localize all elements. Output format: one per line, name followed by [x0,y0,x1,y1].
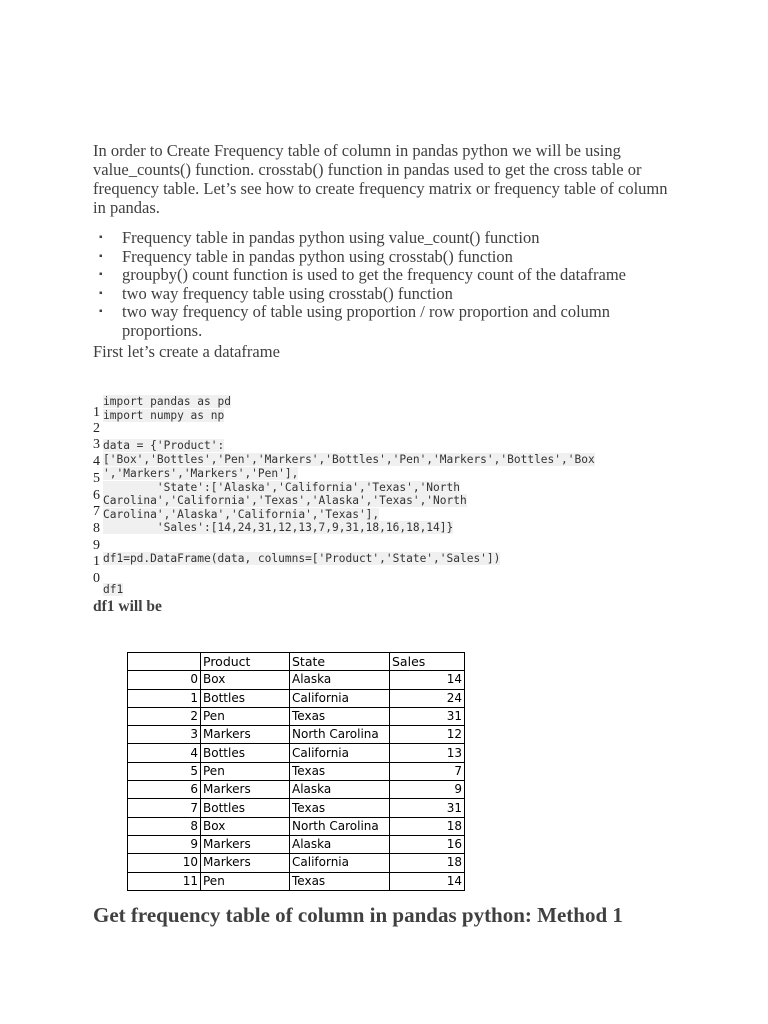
table-row [128,872,465,890]
state-cell: Alaska [290,781,390,799]
column-header [128,653,201,671]
code-line: data = {'Product': [103,439,225,452]
column-header: Sales [390,653,465,671]
list-item [93,266,642,285]
product-cell: Bottles [201,799,290,817]
product-cell: Markers [201,781,290,799]
table-row [128,817,465,835]
lead-text: First let’s create a dataframe [93,341,280,361]
list-item-text: two way frequency of table using proportion / row proportion and column proportions. [122,302,611,340]
column-header: Product [201,653,290,671]
index-cell: 6 [128,781,201,799]
section-heading: Get frequency table of column in pandas python: Method 1 [93,903,623,927]
intro-paragraph: In order to Create Frequency table of column in pandas python we will be using value_counts() function. crosstab() function in pandas used to get the cross table or frequency table. Let’s see how to create frequency matrix or frequency table of column in pandas. [93,141,668,217]
sales-cell: 14 [390,872,465,890]
list-item-text: Frequency table in pandas python using crosstab() function [122,246,513,266]
product-cell: Markers [201,854,290,872]
bullet-icon: ▪ [99,250,103,262]
bullet-icon: ▪ [99,306,103,318]
product-cell: Markers [201,726,290,744]
state-cell: North Carolina [290,817,390,835]
code-line: df1 [103,583,124,596]
index-cell: 5 [128,762,201,780]
line-number: 3 [93,437,100,452]
sales-cell: 18 [390,854,465,872]
list-item-text: Frequency table in pandas python using value_count() function [122,228,540,247]
list-item [93,229,642,248]
line-number: 8 [93,521,100,536]
product-cell: Pen [201,707,290,725]
table-row [128,726,465,744]
index-cell: 3 [128,726,201,744]
table-row [128,689,465,707]
product-cell: Bottles [201,744,290,762]
index-cell: 4 [128,744,201,762]
line-number: 2 [93,421,100,436]
code-line: import pandas as pd [103,395,231,408]
dataframe-table [127,652,465,891]
code-line: df1=pd.DataFrame(data, columns=['Product','State','Sales']) [103,552,501,565]
list-item [93,303,642,340]
product-cell: Box [201,671,290,689]
table-row [128,854,465,872]
code-line: import numpy as np [103,409,225,422]
state-cell: California [290,744,390,762]
index-cell: 1 [128,689,201,707]
line-number: 4 [93,454,100,469]
list-item-text: two way frequency table using crosstab() function [122,283,453,303]
index-cell: 8 [128,817,201,835]
sales-cell: 13 [390,744,465,762]
line-number: 6 [93,488,100,503]
code-line: Carolina','Alaska','California','Texas'], [103,508,380,521]
sales-cell: 14 [390,671,465,689]
table-row [128,744,465,762]
product-cell: Bottles [201,689,290,707]
index-cell: 2 [128,707,201,725]
output-caption: df1 will be [93,598,162,615]
state-cell: California [290,854,390,872]
sales-cell: 7 [390,762,465,780]
table-header-row [128,653,465,671]
state-cell: North Carolina [290,726,390,744]
index-cell: 0 [128,671,201,689]
table-row [128,799,465,817]
product-cell: Pen [201,762,290,780]
state-cell: Texas [290,799,390,817]
bullet-icon: ▪ [99,232,103,243]
table-row [128,781,465,799]
product-cell: Pen [201,872,290,890]
table-row [128,707,465,725]
sales-cell: 24 [390,689,465,707]
index-cell: 9 [128,835,201,853]
table-row [128,762,465,780]
list-item [93,248,642,267]
state-cell: California [290,689,390,707]
table-row [128,835,465,853]
article-body [93,141,673,361]
line-number: 1 [93,554,100,569]
state-cell: Texas [290,872,390,890]
sales-cell: 31 [390,799,465,817]
line-number: 7 [93,504,100,519]
index-cell: 10 [128,854,201,872]
code-line: 'Sales':[14,24,31,12,13,7,9,31,18,16,18,14]} [103,521,454,534]
product-cell: Box [201,817,290,835]
product-cell: Markers [201,835,290,853]
table-row [128,671,465,689]
state-cell: Alaska [290,835,390,853]
state-cell: Alaska [290,671,390,689]
sales-cell: 9 [390,781,465,799]
index-cell: 7 [128,799,201,817]
line-number: 1 [93,405,100,420]
line-number: 9 [93,538,100,553]
line-number: 5 [93,471,100,486]
sales-cell: 12 [390,726,465,744]
sales-cell: 16 [390,835,465,853]
code-line: Carolina','California','Texas','Alaska','Texas','North [103,494,467,507]
code-line: 'State':['Alaska','California','Texas','North [103,481,460,494]
list-item-text: groupby() count function is used to get the frequency count of the dataframe [122,265,626,285]
sales-cell: 18 [390,817,465,835]
column-header: State [290,653,390,671]
bullet-icon: ▪ [99,287,103,299]
sales-cell: 31 [390,707,465,725]
index-cell: 11 [128,872,201,890]
code-block [93,393,683,603]
line-number: 0 [93,571,100,586]
state-cell: Texas [290,707,390,725]
state-cell: Texas [290,762,390,780]
code-line: ['Box','Bottles','Pen','Markers','Bottles','Pen','Markers','Bottles','Box [103,453,595,466]
code-line: ','Markers','Markers','Pen'], [103,467,299,480]
bullet-icon: ▪ [99,269,103,281]
topic-list [93,229,673,341]
list-item [93,285,642,304]
